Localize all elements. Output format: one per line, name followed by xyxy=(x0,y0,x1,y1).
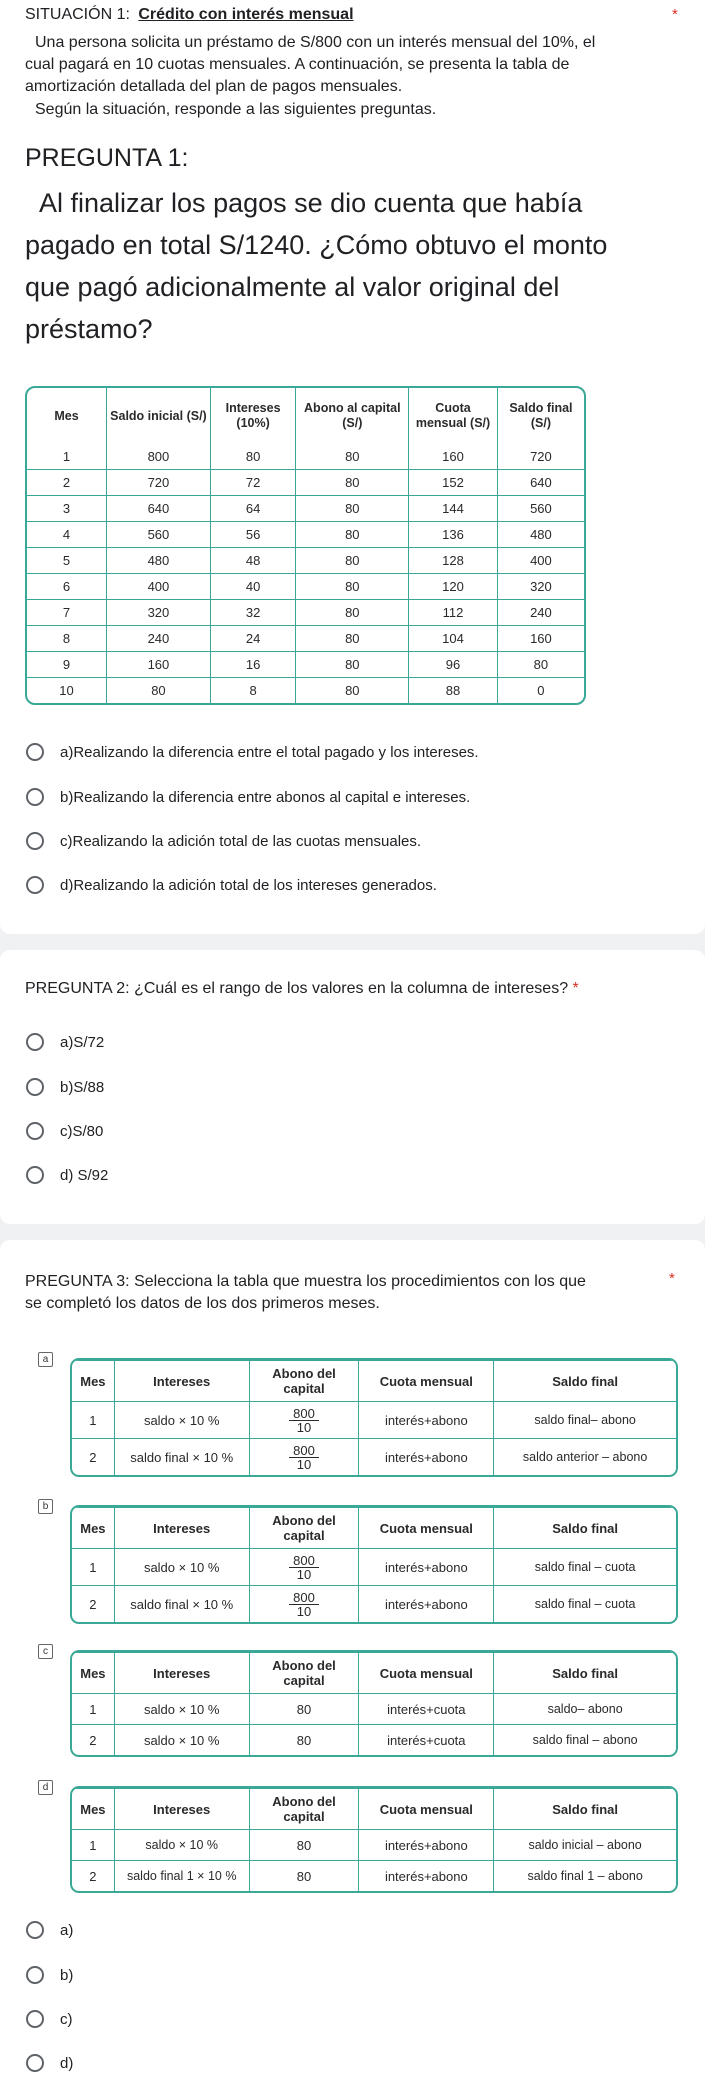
option-header-cell: Abono del capital xyxy=(249,1508,359,1549)
table-cell: 120 xyxy=(409,574,498,600)
table-row xyxy=(27,678,584,704)
fraction-denominator: 10 xyxy=(296,1604,312,1619)
q3-option-a[interactable] xyxy=(26,1918,73,1942)
table-cell: 80 xyxy=(249,1830,359,1861)
fraction-numerator: 800 xyxy=(289,1407,319,1421)
question-1-text xyxy=(25,182,607,350)
table-row xyxy=(72,1549,676,1586)
table-row xyxy=(72,1830,676,1861)
table-cell: 1 xyxy=(72,1402,114,1439)
required-asterisk: * xyxy=(669,1270,675,1287)
table-row xyxy=(72,1586,676,1623)
option-header-cell: Cuota mensual xyxy=(359,1789,494,1830)
option-header-cell: Intereses xyxy=(114,1361,249,1402)
table-cell: 640 xyxy=(107,496,211,522)
situation-text-3: amortización detallada del plan de pagos mensuales. xyxy=(25,78,403,95)
option-label: a)S/72 xyxy=(60,1033,105,1051)
q3-option-b[interactable] xyxy=(26,1963,73,1987)
table-row xyxy=(27,496,584,522)
option-header-cell: Mes xyxy=(72,1361,114,1402)
radio-button[interactable] xyxy=(26,1078,44,1096)
table-cell: 1 xyxy=(72,1549,114,1586)
table-cell: interés+abono xyxy=(359,1402,494,1439)
q2-option-a[interactable] xyxy=(26,1030,104,1054)
table-cell: interés+abono xyxy=(359,1439,494,1476)
question-1-line-1: Al finalizar los pagos se dio cuenta que había xyxy=(39,188,583,218)
fraction-denominator: 10 xyxy=(296,1567,312,1582)
table-cell xyxy=(249,1402,359,1439)
table-cell: saldo × 10 % xyxy=(114,1725,249,1756)
table-cell: 80 xyxy=(296,522,409,548)
question-1-label: PREGUNTA 1: xyxy=(25,144,189,172)
option-header-cell: Intereses xyxy=(114,1789,249,1830)
question-1-line-4: préstamo? xyxy=(25,314,153,344)
fraction-denominator: 10 xyxy=(296,1420,312,1435)
option-header-cell: Abono del capital xyxy=(249,1653,359,1694)
option-header-cell: Saldo final xyxy=(494,1361,676,1402)
table-row xyxy=(27,444,584,470)
q2-option-c[interactable] xyxy=(26,1119,103,1143)
required-asterisk: * xyxy=(572,980,579,997)
radio-button[interactable] xyxy=(26,1921,44,1939)
option-header-cell: Cuota mensual xyxy=(359,1508,494,1549)
table-cell: 72 xyxy=(210,470,296,496)
option-table-b xyxy=(70,1505,678,1624)
amortization-header-cell: Intereses (10%) xyxy=(210,388,296,444)
q3-option-d[interactable] xyxy=(26,2051,73,2075)
fraction-numerator: 800 xyxy=(289,1554,319,1568)
table-cell: interés+abono xyxy=(359,1549,494,1586)
table-cell: saldo final – cuota xyxy=(494,1549,676,1586)
table-cell: 800 xyxy=(107,444,211,470)
option-table-letter: b xyxy=(38,1499,53,1514)
radio-button[interactable] xyxy=(26,2054,44,2072)
table-cell: 2 xyxy=(72,1439,114,1476)
table-cell: 16 xyxy=(210,652,296,678)
table-cell: 160 xyxy=(409,444,498,470)
table-cell xyxy=(249,1586,359,1623)
option-header-cell: Saldo final xyxy=(494,1508,676,1549)
table-cell: interés+abono xyxy=(359,1830,494,1861)
table-cell: 80 xyxy=(296,652,409,678)
table-cell: 8 xyxy=(210,678,296,704)
radio-button[interactable] xyxy=(26,743,44,761)
table-cell: 80 xyxy=(249,1725,359,1756)
table-cell: 80 xyxy=(107,678,211,704)
option-header-cell: Mes xyxy=(72,1508,114,1549)
situation-label: SITUACIÓN 1: xyxy=(25,6,130,23)
table-cell: 128 xyxy=(409,548,498,574)
fraction-numerator: 800 xyxy=(289,1591,319,1605)
option-label: d) xyxy=(60,2054,74,2072)
table-cell: 0 xyxy=(497,678,584,704)
table-cell: 80 xyxy=(296,548,409,574)
radio-button[interactable] xyxy=(26,832,44,850)
table-cell: 2 xyxy=(72,1586,114,1623)
table-cell: 2 xyxy=(27,470,107,496)
q1-option-d[interactable] xyxy=(26,873,437,897)
table-row xyxy=(27,574,584,600)
option-label: d)Realizando la adición total de los intereses generados. xyxy=(60,876,437,894)
table-row xyxy=(72,1694,676,1725)
table-cell: 80 xyxy=(210,444,296,470)
option-header-cell: Abono del capital xyxy=(249,1361,359,1402)
table-cell: 1 xyxy=(72,1830,114,1861)
option-label: b) xyxy=(60,1966,74,1984)
q3-option-c[interactable] xyxy=(26,2007,73,2031)
amortization-header-cell: Abono al capital (S/) xyxy=(296,388,409,444)
option-label: a)Realizando la diferencia entre el total pagado y los intereses. xyxy=(60,743,479,761)
option-header-cell: Intereses xyxy=(114,1508,249,1549)
table-cell: saldo final – abono xyxy=(494,1725,676,1756)
table-row xyxy=(27,600,584,626)
q1-option-a[interactable] xyxy=(26,740,479,764)
question-1-line-3: que pagó adicionalmente al valor original del xyxy=(25,272,560,302)
option-label: c)S/80 xyxy=(60,1122,104,1140)
table-cell: 240 xyxy=(107,626,211,652)
table-cell: 80 xyxy=(249,1694,359,1725)
question-card-3 xyxy=(0,1240,705,2076)
table-cell: 80 xyxy=(296,678,409,704)
table-cell: 400 xyxy=(497,548,584,574)
table-cell: saldo inicial – abono xyxy=(494,1830,676,1861)
question-1-line-2: pagado en total S/1240. ¿Cómo obtuvo el monto xyxy=(25,230,608,260)
table-row xyxy=(72,1861,676,1892)
table-row xyxy=(27,470,584,496)
situation-text-4: Según la situación, responde a las siguientes preguntas. xyxy=(35,101,437,118)
table-cell: interés+abono xyxy=(359,1586,494,1623)
table-cell: saldo final– abono xyxy=(494,1402,676,1439)
table-cell: 40 xyxy=(210,574,296,600)
option-label: c) xyxy=(60,2010,73,2028)
table-cell xyxy=(249,1439,359,1476)
option-table-c xyxy=(70,1650,678,1757)
option-header-cell: Saldo final xyxy=(494,1653,676,1694)
radio-button[interactable] xyxy=(26,876,44,894)
table-cell: 720 xyxy=(107,470,211,496)
table-row xyxy=(72,1402,676,1439)
table-cell: 9 xyxy=(27,652,107,678)
table-cell: 144 xyxy=(409,496,498,522)
option-table-letter: a xyxy=(38,1352,53,1367)
table-cell: 80 xyxy=(296,470,409,496)
table-cell: 640 xyxy=(497,470,584,496)
situation-text-2: cual pagará en 10 cuotas mensuales. A continuación, se presenta la tabla de xyxy=(25,56,570,73)
table-row xyxy=(27,652,584,678)
table-cell: 152 xyxy=(409,470,498,496)
table-cell: saldo final – cuota xyxy=(494,1586,676,1623)
table-cell: 136 xyxy=(409,522,498,548)
table-cell: 80 xyxy=(296,496,409,522)
option-header-cell: Mes xyxy=(72,1653,114,1694)
table-cell: 320 xyxy=(107,600,211,626)
table-cell: saldo × 10 % xyxy=(114,1830,249,1861)
situation-title: Crédito con interés mensual xyxy=(138,6,354,23)
table-cell: 88 xyxy=(409,678,498,704)
table-cell: saldo × 10 % xyxy=(114,1402,249,1439)
situation-text-1: Una persona solicita un préstamo de S/800 con un interés mensual del 10%, el xyxy=(35,34,596,51)
question-2-label: PREGUNTA 2: ¿Cuál es el rango de los valores en la columna de intereses? xyxy=(25,980,569,997)
table-cell: 80 xyxy=(497,652,584,678)
table-cell: saldo final × 10 % xyxy=(114,1439,249,1476)
q2-option-d[interactable] xyxy=(26,1163,108,1187)
table-cell: 560 xyxy=(497,496,584,522)
table-cell: 5 xyxy=(27,548,107,574)
question-3-line-2: se completó los datos de los dos primeros meses. xyxy=(25,1295,380,1312)
table-cell: 3 xyxy=(27,496,107,522)
table-row xyxy=(27,626,584,652)
option-label: a) xyxy=(60,1921,74,1939)
table-cell: 80 xyxy=(296,444,409,470)
table-cell: interés+cuota xyxy=(359,1694,494,1725)
table-cell: 56 xyxy=(210,522,296,548)
table-row xyxy=(72,1725,676,1756)
q1-option-c[interactable] xyxy=(26,829,421,853)
table-cell: 720 xyxy=(497,444,584,470)
table-cell: 96 xyxy=(409,652,498,678)
table-cell: 24 xyxy=(210,626,296,652)
radio-button[interactable] xyxy=(26,1033,44,1051)
table-row xyxy=(27,522,584,548)
table-cell: 480 xyxy=(107,548,211,574)
option-table-d xyxy=(70,1786,678,1893)
table-cell: saldo × 10 % xyxy=(114,1694,249,1725)
option-label: d) S/92 xyxy=(60,1166,109,1184)
option-header-cell: Saldo final xyxy=(494,1789,676,1830)
question-card-2 xyxy=(0,950,705,1224)
table-cell: 160 xyxy=(497,626,584,652)
amortization-header-cell: Mes xyxy=(27,388,107,444)
table-cell: 320 xyxy=(497,574,584,600)
table-cell: 10 xyxy=(27,678,107,704)
required-asterisk: * xyxy=(672,6,678,23)
radio-button[interactable] xyxy=(26,1122,44,1140)
situation-heading xyxy=(25,6,354,24)
radio-button[interactable] xyxy=(26,1966,44,1984)
amortization-header-cell: Saldo final (S/) xyxy=(497,388,584,444)
table-cell xyxy=(249,1549,359,1586)
table-cell: 560 xyxy=(107,522,211,548)
table-cell: 64 xyxy=(210,496,296,522)
option-label: b)S/88 xyxy=(60,1078,105,1096)
table-cell: saldo final 1 – abono xyxy=(494,1861,676,1892)
table-cell: saldo final 1 × 10 % xyxy=(114,1861,249,1892)
table-row xyxy=(27,548,584,574)
question-3-line-1: PREGUNTA 3: Selecciona la tabla que muestra los procedimientos con los que xyxy=(25,1273,586,1290)
option-label: b)Realizando la diferencia entre abonos al capital e intereses. xyxy=(60,788,471,806)
option-header-cell: Abono del capital xyxy=(249,1789,359,1830)
option-table-header xyxy=(72,1789,676,1830)
option-table-a xyxy=(70,1358,678,1477)
table-cell: 80 xyxy=(296,600,409,626)
q2-option-b[interactable] xyxy=(26,1075,104,1099)
table-cell: 7 xyxy=(27,600,107,626)
question-card-1 xyxy=(0,0,705,934)
radio-button[interactable] xyxy=(26,788,44,806)
radio-button[interactable] xyxy=(26,2010,44,2028)
table-cell: 1 xyxy=(72,1694,114,1725)
option-table-header xyxy=(72,1361,676,1402)
table-cell: 104 xyxy=(409,626,498,652)
question-2-text xyxy=(25,980,579,998)
table-cell: 80 xyxy=(296,626,409,652)
table-cell: 80 xyxy=(296,574,409,600)
fraction-numerator: 800 xyxy=(289,1444,319,1458)
amortization-header-cell: Cuota mensual (S/) xyxy=(409,388,498,444)
fraction-denominator: 10 xyxy=(296,1457,312,1472)
amortization-table xyxy=(25,386,586,705)
fraction xyxy=(289,1591,319,1618)
table-cell: 6 xyxy=(27,574,107,600)
option-header-cell: Cuota mensual xyxy=(359,1653,494,1694)
table-row xyxy=(72,1439,676,1476)
option-table-letter: d xyxy=(38,1780,53,1795)
table-cell: 80 xyxy=(249,1861,359,1892)
table-cell: saldo × 10 % xyxy=(114,1549,249,1586)
option-header-cell: Mes xyxy=(72,1789,114,1830)
table-cell: 400 xyxy=(107,574,211,600)
option-header-cell: Intereses xyxy=(114,1653,249,1694)
table-cell: saldo final × 10 % xyxy=(114,1586,249,1623)
radio-button[interactable] xyxy=(26,1166,44,1184)
option-table-header xyxy=(72,1508,676,1549)
option-header-cell: Cuota mensual xyxy=(359,1361,494,1402)
table-cell: interés+abono xyxy=(359,1861,494,1892)
table-cell: 112 xyxy=(409,600,498,626)
table-cell: saldo– abono xyxy=(494,1694,676,1725)
fraction xyxy=(289,1554,319,1581)
option-table-header xyxy=(72,1653,676,1694)
table-cell: saldo anterior – abono xyxy=(494,1439,676,1476)
table-cell: 2 xyxy=(72,1725,114,1756)
amortization-header-cell: Saldo inicial (S/) xyxy=(107,388,211,444)
table-cell: 8 xyxy=(27,626,107,652)
table-cell: 4 xyxy=(27,522,107,548)
option-table-letter: c xyxy=(38,1644,53,1659)
q1-option-b[interactable] xyxy=(26,785,470,809)
table-cell: 480 xyxy=(497,522,584,548)
table-cell: 240 xyxy=(497,600,584,626)
table-cell: 2 xyxy=(72,1861,114,1892)
table-cell: 1 xyxy=(27,444,107,470)
fraction xyxy=(289,1407,319,1434)
table-cell: 48 xyxy=(210,548,296,574)
table-cell: interés+cuota xyxy=(359,1725,494,1756)
table-cell: 32 xyxy=(210,600,296,626)
table-cell: 160 xyxy=(107,652,211,678)
option-label: c)Realizando la adición total de las cuotas mensuales. xyxy=(60,832,422,850)
fraction xyxy=(289,1444,319,1471)
